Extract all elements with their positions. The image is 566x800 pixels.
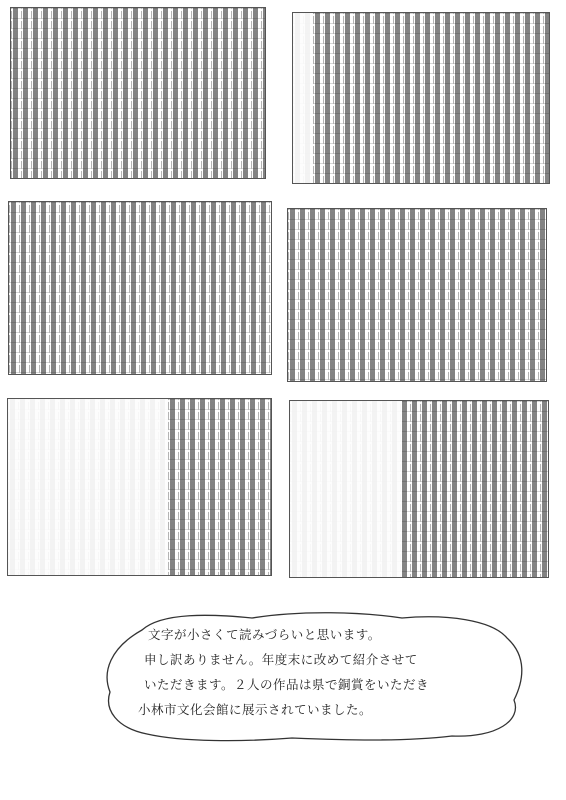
manuscript-sheet-top-left bbox=[10, 7, 266, 179]
manuscript-sheet-bottom-right bbox=[289, 400, 549, 578]
manuscript-sheet-middle-right bbox=[287, 208, 547, 382]
manuscript-sheet-top-right bbox=[292, 12, 550, 184]
manuscript-sheet-bottom-left bbox=[7, 398, 272, 576]
handwritten-note bbox=[102, 608, 527, 744]
note-line-4: 小林市文化会館に展示されていました。 bbox=[138, 702, 373, 717]
note-line-1: 文字が小さくて読みづらいと思います。 bbox=[148, 627, 381, 642]
note-line-3: いただきます。２人の作品は県で銅賞をいただき bbox=[144, 677, 430, 692]
manuscript-sheet-middle-left bbox=[8, 201, 272, 375]
note-line-2: 申し訳ありません。年度末に改めて紹介させて bbox=[144, 652, 418, 667]
